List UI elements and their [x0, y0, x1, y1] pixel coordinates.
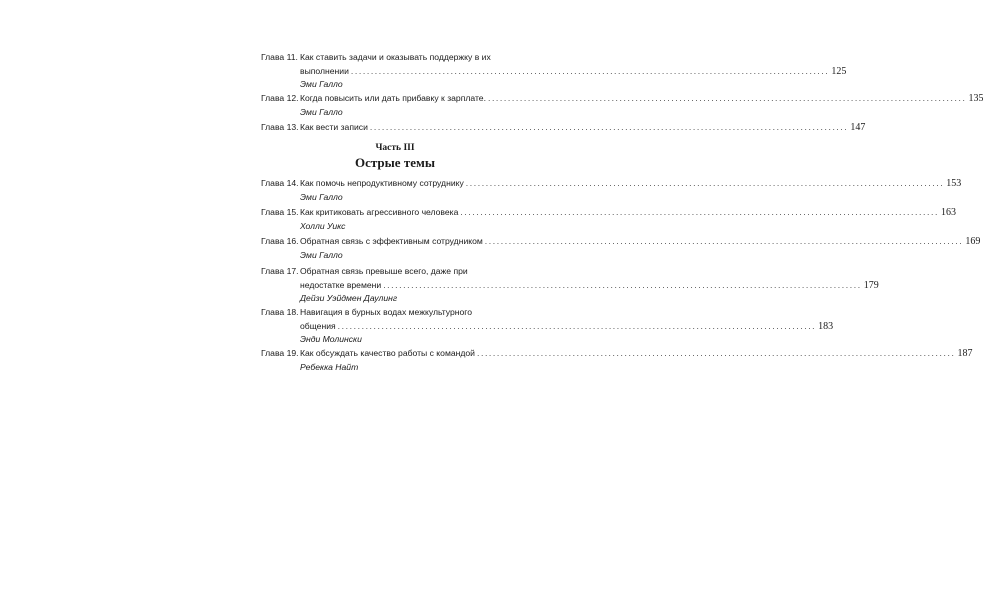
part-label: Часть III [375, 143, 415, 153]
dot-leader: ........................................................................................................................ [369, 122, 849, 132]
chapter-author: Ребекка Найт [300, 361, 359, 372]
dot-leader: ........................................................................................................................ [460, 207, 939, 217]
dot-leader: ........................................................................................................................ [465, 178, 945, 188]
dot-leader: ........................................................................................................................ [337, 320, 817, 331]
toc-entry [261, 347, 973, 374]
dot-leader: ........................................................................................................................ [350, 65, 830, 76]
toc-entry [261, 306, 834, 347]
chapter-author: Эми Галло [300, 79, 343, 89]
chapter-title-line: Когда повысить или дать прибавку к зарплате. [300, 93, 486, 103]
page-number: 153 [946, 178, 962, 189]
chapter-author: Эми Галло [300, 106, 343, 117]
chapter-title-line: Как помочь непродуктивному сотруднику [300, 178, 464, 188]
chapter-title-line: Как критиковать агрессивного человека [300, 207, 459, 217]
chapter-title-line: Обратная связь с эффективным сотрудником [300, 236, 483, 246]
chapter-title-line: Навигация в бурных водах межкультурного [300, 307, 473, 317]
chapter-title-line: недостатке времени [300, 279, 382, 290]
page-number: 183 [818, 320, 834, 332]
chapter-label: Глава 12. [261, 93, 299, 103]
chapter-label: Глава 14. [261, 178, 299, 188]
dot-leader: ........................................................................................................................ [484, 236, 964, 246]
toc-entry [261, 206, 956, 233]
chapter-title-line: Как ставить задачи и оказывать поддержку в их [300, 52, 491, 62]
part-title: Острые темы [355, 155, 435, 170]
chapter-author: Эми Галло [300, 191, 343, 202]
dot-leader: ........................................................................................................................ [487, 93, 967, 103]
chapter-author: Дейзи Уэйдмен Даулинг [300, 293, 398, 303]
chapter-title-line: Как обсуждать качество работы с командой [300, 348, 475, 358]
dot-leader: ........................................................................................................................ [476, 348, 956, 358]
page-number: 125 [831, 65, 847, 77]
toc-entry [261, 121, 866, 135]
toc-entry [261, 51, 847, 92]
toc-entry [261, 265, 879, 306]
page-number: 163 [940, 207, 956, 218]
chapter-title-line: Обратная связь превыше всего, даже при [300, 266, 468, 276]
page-number: 169 [965, 236, 981, 247]
chapter-label: Глава 13. [261, 122, 299, 132]
chapter-label: Глава 15. [261, 207, 299, 217]
chapter-label: Глава 18. [261, 307, 299, 317]
chapter-author: Холли Уикс [300, 220, 346, 231]
page-number: 187 [957, 348, 973, 359]
page-number: 179 [863, 279, 879, 291]
chapter-label: Глава 19. [261, 348, 299, 358]
chapter-label: Глава 16. [261, 236, 299, 246]
chapter-author: Энди Молински [300, 334, 362, 344]
chapter-label: Глава 17. [261, 266, 299, 276]
toc-entry [261, 92, 983, 119]
chapter-title-line: выполнении [300, 65, 349, 76]
chapter-title-line: общения [300, 320, 336, 331]
dot-leader: ........................................................................................................................ [383, 279, 862, 290]
chapter-title-line: Как вести записи [300, 122, 368, 132]
toc-entry [261, 177, 962, 204]
chapter-author: Эми Галло [300, 249, 343, 260]
page-number: 147 [850, 122, 866, 133]
toc-entry [261, 235, 981, 262]
chapter-label: Глава 11. [261, 52, 298, 62]
page-number: 135 [968, 93, 983, 104]
